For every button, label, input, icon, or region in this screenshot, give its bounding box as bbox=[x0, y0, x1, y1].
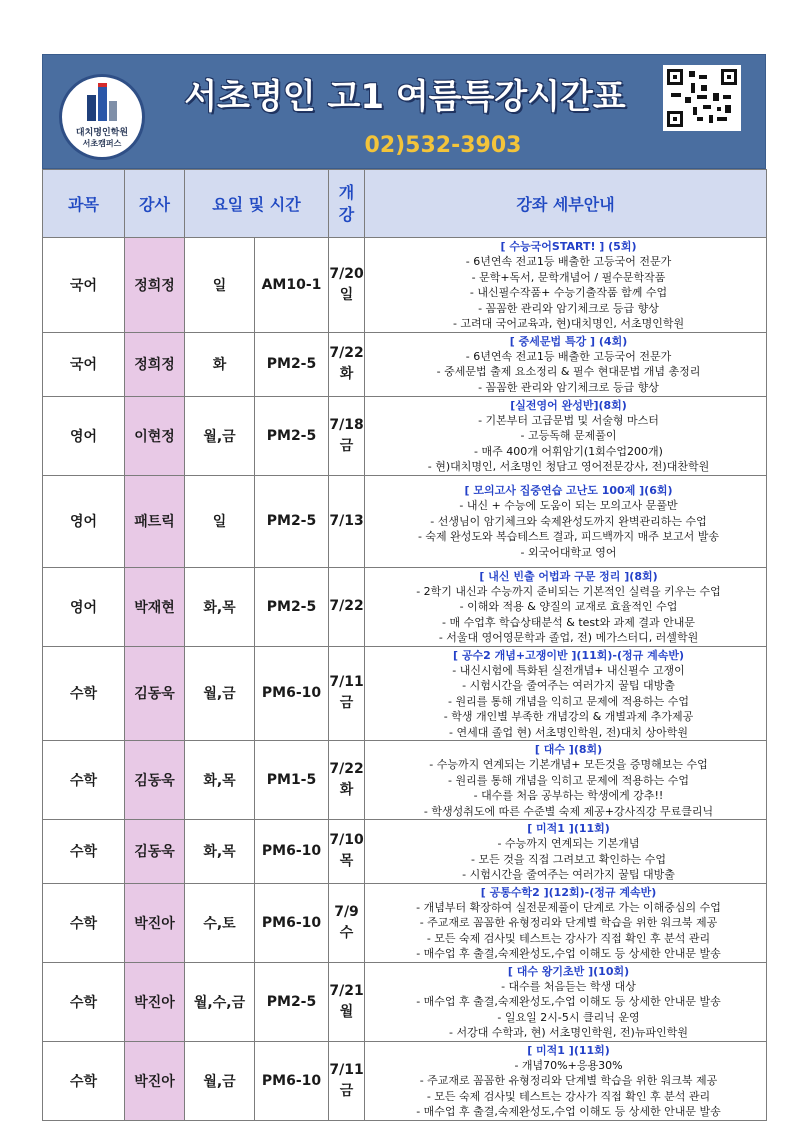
cell-teacher: 김동욱 bbox=[125, 820, 185, 884]
table-row bbox=[43, 238, 767, 333]
course-detail-line: - 꼼꼼한 관리와 암기체크로 등급 향상 bbox=[478, 301, 659, 315]
course-detail-line: - 숙제 완성도와 복습테스트 결과, 피드백까지 매주 보고서 발송 bbox=[417, 530, 720, 543]
start-date-part: 금 bbox=[339, 437, 354, 454]
cell-teacher: 이현정 bbox=[125, 396, 185, 475]
course-detail-line: - 일요일 2시-5시 클리닉 운영 bbox=[497, 1010, 640, 1024]
course-detail-line: - 모든 것을 직접 그려보고 확인하는 수업 bbox=[471, 852, 666, 866]
table-row bbox=[43, 1041, 767, 1120]
logo-text-line1: 대치명인학원 bbox=[75, 128, 129, 138]
start-date-part: 7/22 bbox=[329, 345, 364, 361]
cell-time: PM2-5 bbox=[255, 475, 329, 567]
course-detail-line: - 수능까지 연계되는 기본개념 bbox=[497, 837, 640, 850]
course-detail-line: - 매수업 후 출결,숙제완성도,수업 이해도 등 상세한 안내문 발송 bbox=[416, 947, 721, 960]
cell-time: PM2-5 bbox=[255, 332, 329, 396]
cell-time: PM6-10 bbox=[255, 820, 329, 884]
course-detail-line: - 모든 숙제 검사및 테스트는 강사가 직접 확인 후 분석 관리 bbox=[426, 1089, 711, 1103]
course-timetable bbox=[42, 169, 767, 1121]
course-detail-line: - 매수업 후 출결,숙제완성도,수업 이해도 등 상세한 안내문 발송 bbox=[416, 995, 721, 1008]
cell-days: 월,수,금 bbox=[185, 962, 255, 1041]
cell-subject: 수학 bbox=[43, 741, 125, 820]
course-title: [ 공통수학2 ](12회)-(정규 계속반) bbox=[480, 885, 657, 899]
cell-subject: 수학 bbox=[43, 1041, 125, 1120]
cell-teacher: 김동욱 bbox=[125, 741, 185, 820]
cell-course-details bbox=[365, 883, 767, 962]
cell-course-details bbox=[365, 475, 767, 567]
course-detail-line: - 현)대치명인, 서초명인 청담고 영어전문강사, 전)대찬학원 bbox=[427, 460, 710, 473]
cell-teacher: 정희정 bbox=[125, 238, 185, 333]
course-detail-line: - 2학기 내신과 수능까지 준비되는 기본적인 실력을 키우는 수업 bbox=[416, 584, 721, 598]
course-detail-line: - 개념70%+응용30% bbox=[514, 1058, 623, 1072]
course-detail-line: - 대수를 처음 공부하는 학생에게 강추!! bbox=[473, 789, 664, 802]
cell-course-details bbox=[365, 741, 767, 820]
course-detail-line: - 내신필수작품+ 수능기출작품 함께 수업 bbox=[469, 286, 668, 299]
course-detail-line: - 매수업 후 출결,숙제완성도,수업 이해도 등 상세한 안내문 발송 bbox=[416, 1105, 721, 1118]
cell-course-details bbox=[365, 238, 767, 333]
start-date-part: 수 bbox=[339, 924, 354, 941]
course-title: [ 모의고사 집중연습 고난도 100제 ](6회) bbox=[464, 484, 673, 497]
cell-start-date bbox=[329, 332, 365, 396]
start-date-part: 일 bbox=[339, 286, 354, 303]
cell-teacher: 김동욱 bbox=[125, 646, 185, 741]
cell-time: PM6-10 bbox=[255, 646, 329, 741]
qr-code-icon[interactable] bbox=[663, 65, 741, 131]
cell-course-details bbox=[365, 567, 767, 646]
table-row bbox=[43, 883, 767, 962]
cell-start-date bbox=[329, 238, 365, 333]
course-title: [ 내신 빈출 어법과 구문 정리 ](8회) bbox=[479, 569, 658, 583]
course-detail-line: - 매주 400개 어휘암기(1회수업200개) bbox=[474, 444, 663, 458]
start-date-part: 금 bbox=[339, 1082, 354, 1099]
course-detail-line: - 대수를 처음듣는 학생 대상 bbox=[501, 979, 636, 993]
course-title: [ 공수2 개념+고쟁이반 ](11회)-(정규 계속반) bbox=[453, 648, 685, 662]
cell-time: PM6-10 bbox=[255, 883, 329, 962]
cell-days: 수,토 bbox=[185, 883, 255, 962]
page-title: 서초명인 고1 여름특강시간표 bbox=[184, 77, 626, 117]
column-header-schedule: 요일 및 시간 bbox=[185, 170, 329, 238]
cell-start-date bbox=[329, 396, 365, 475]
cell-days: 월,금 bbox=[185, 646, 255, 741]
cell-course-details bbox=[365, 332, 767, 396]
cell-subject: 수학 bbox=[43, 883, 125, 962]
column-header-start: 개강 bbox=[329, 170, 365, 238]
start-date-part: 7/9 bbox=[334, 903, 359, 920]
course-detail-line: - 모든 숙제 검사및 테스트는 강사가 직접 확인 후 분석 관리 bbox=[426, 931, 711, 945]
start-date-part: 7/18 bbox=[329, 416, 364, 433]
cell-start-date bbox=[329, 962, 365, 1041]
cell-start-date bbox=[329, 475, 365, 567]
table-header-row bbox=[43, 170, 767, 238]
course-detail-line: - 선생님이 암기체크와 숙제완성도까지 완벽관리하는 수업 bbox=[430, 514, 707, 528]
cell-subject: 국어 bbox=[43, 238, 125, 333]
course-title: [ 미적1 ](11회) bbox=[527, 822, 610, 835]
course-detail-line: - 꼼꼼한 관리와 암기체크로 등급 향상 bbox=[478, 380, 659, 394]
column-header-details: 강좌 세부안내 bbox=[365, 170, 767, 238]
course-detail-line: - 개념부터 확장하여 실전문제풀이 단계로 가는 이해중심의 수업 bbox=[416, 900, 721, 914]
course-detail-line: - 주교재로 꼼꼼한 유형정리와 단계별 학습을 위한 워크북 제공 bbox=[419, 916, 718, 929]
course-detail-line: - 6년연속 전교1등 배출한 고등국어 전문가 bbox=[465, 255, 672, 268]
logo-mark-icon bbox=[87, 87, 117, 121]
course-detail-line: - 외국어대학교 영어 bbox=[520, 545, 617, 559]
cell-course-details bbox=[365, 646, 767, 741]
cell-time: PM2-5 bbox=[255, 567, 329, 646]
cell-subject: 수학 bbox=[43, 646, 125, 741]
course-detail-line: - 6년연속 전교1등 배출한 고등국어 전문가 bbox=[465, 349, 672, 363]
start-date-part: 7/11 bbox=[329, 674, 364, 691]
header-banner bbox=[42, 54, 766, 169]
course-title: [실전영어 완성반](8회) bbox=[510, 398, 627, 412]
course-detail-line: - 연세대 졸업 현) 서초명인학원, 전)대치 상아학원 bbox=[449, 725, 688, 739]
cell-time: PM2-5 bbox=[255, 396, 329, 475]
table-row bbox=[43, 567, 767, 646]
cell-start-date bbox=[329, 1041, 365, 1120]
course-detail-line: - 원리를 통해 개념을 익히고 문제에 적용하는 수업 bbox=[448, 694, 689, 708]
cell-subject: 영어 bbox=[43, 396, 125, 475]
start-date-part: 7/22 bbox=[329, 761, 364, 777]
cell-time: PM1-5 bbox=[255, 741, 329, 820]
cell-start-date bbox=[329, 741, 365, 820]
course-detail-line: - 학생 개인별 부족한 개념강의 & 개별과제 추가제공 bbox=[443, 710, 694, 723]
start-date-part: 금 bbox=[339, 695, 354, 712]
cell-subject: 영어 bbox=[43, 475, 125, 567]
cell-time: PM2-5 bbox=[255, 962, 329, 1041]
start-date-part: 화 bbox=[339, 782, 354, 798]
cell-course-details bbox=[365, 396, 767, 475]
cell-start-date bbox=[329, 820, 365, 884]
course-title: [ 대수 ](8회) bbox=[534, 743, 603, 756]
table-row bbox=[43, 396, 767, 475]
course-detail-line: - 학생성취도에 따른 수준별 숙제 제공+강사직강 무료클리닉 bbox=[423, 804, 714, 818]
start-date-part: 7/11 bbox=[329, 1061, 364, 1078]
logo-text-line2: 서초캠퍼스 bbox=[82, 139, 122, 148]
cell-start-date bbox=[329, 883, 365, 962]
cell-days: 화 bbox=[185, 332, 255, 396]
start-date-part: 7/10 bbox=[329, 832, 364, 849]
cell-days: 화,목 bbox=[185, 741, 255, 820]
course-detail-line: - 매 수업후 학습상태분석 & test와 과제 결과 안내문 bbox=[442, 615, 695, 629]
table-row bbox=[43, 646, 767, 741]
course-detail-line: - 서울대 영어영문학과 졸업, 전) 메가스터디, 러셀학원 bbox=[438, 631, 699, 644]
start-date-part: 7/22 bbox=[329, 598, 364, 614]
table-row bbox=[43, 962, 767, 1041]
course-detail-line: - 원리를 통해 개념을 익히고 문제에 적용하는 수업 bbox=[448, 773, 689, 787]
cell-time: PM6-10 bbox=[255, 1041, 329, 1120]
cell-subject: 수학 bbox=[43, 962, 125, 1041]
column-header-subject: 과목 bbox=[43, 170, 125, 238]
course-detail-line: - 중세문법 출제 요소정리 & 필수 현대문법 개념 총정리 bbox=[436, 365, 701, 379]
cell-teacher: 박진아 bbox=[125, 962, 185, 1041]
cell-days: 월,금 bbox=[185, 1041, 255, 1120]
phone-number: 02)532-3903 bbox=[364, 133, 522, 158]
cell-days: 화,목 bbox=[185, 820, 255, 884]
table-row bbox=[43, 741, 767, 820]
start-date-part: 7/13 bbox=[329, 512, 364, 529]
course-detail-line: - 고려대 국어교육과, 현)대치명인, 서초명인학원 bbox=[452, 317, 685, 330]
course-title: [ 미적1 ](11회) bbox=[527, 1043, 610, 1057]
cell-time: AM10-1 bbox=[255, 238, 329, 333]
course-title: [ 대수 왕기초반 ](10회) bbox=[507, 964, 630, 978]
course-detail-line: - 서강대 수학과, 현) 서초명인학원, 전)뉴파인학원 bbox=[449, 1026, 688, 1039]
start-date-part: 월 bbox=[339, 1003, 354, 1020]
cell-teacher: 박진아 bbox=[125, 883, 185, 962]
cell-days: 일 bbox=[185, 475, 255, 567]
cell-teacher: 박재현 bbox=[125, 567, 185, 646]
start-date-part: 7/20 bbox=[329, 265, 364, 282]
start-date-part: 목 bbox=[339, 853, 354, 870]
course-detail-line: - 시험시간을 줄여주는 여러가지 꿀팁 대방출 bbox=[462, 868, 675, 881]
cell-course-details bbox=[365, 962, 767, 1041]
academy-logo bbox=[59, 74, 145, 160]
cell-subject: 국어 bbox=[43, 332, 125, 396]
cell-start-date bbox=[329, 646, 365, 741]
table-row bbox=[43, 332, 767, 396]
course-detail-line: - 고등독해 문제풀이 bbox=[520, 429, 617, 442]
course-detail-line: - 문학+독서, 문학개념어 / 필수문학작품 bbox=[471, 270, 666, 284]
cell-teacher: 박진아 bbox=[125, 1041, 185, 1120]
cell-days: 월,금 bbox=[185, 396, 255, 475]
course-detail-line: - 이해와 적용 & 양질의 교재로 효율적인 수업 bbox=[459, 600, 678, 613]
cell-course-details bbox=[365, 820, 767, 884]
cell-teacher: 패트릭 bbox=[125, 475, 185, 567]
cell-days: 일 bbox=[185, 238, 255, 333]
course-detail-line: - 수능까지 연계되는 기본개념+ 모든것을 증명해보는 수업 bbox=[429, 758, 708, 771]
course-title: [ 중세문법 특강 ] (4회) bbox=[509, 334, 628, 348]
cell-teacher: 정희정 bbox=[125, 332, 185, 396]
course-detail-line: - 내신 + 수능에 도움이 되는 모의고사 문풀반 bbox=[459, 499, 678, 512]
start-date-part: 화 bbox=[339, 366, 354, 382]
cell-start-date bbox=[329, 567, 365, 646]
cell-subject: 수학 bbox=[43, 820, 125, 884]
course-detail-line: - 내신시험에 특화된 실전개념+ 내신필수 고쟁이 bbox=[452, 663, 685, 677]
course-detail-line: - 시험시간을 줄여주는 여러가지 꿀팁 대방출 bbox=[462, 679, 675, 692]
cell-course-details bbox=[365, 1041, 767, 1120]
table-row bbox=[43, 820, 767, 884]
course-detail-line: - 주교재로 꼼꼼한 유형정리와 단계별 학습을 위한 워크북 제공 bbox=[419, 1074, 718, 1087]
course-title: [ 수능국어START! ] (5회) bbox=[500, 240, 637, 253]
cell-subject: 영어 bbox=[43, 567, 125, 646]
table-row bbox=[43, 475, 767, 567]
start-date-part: 7/21 bbox=[329, 982, 364, 999]
column-header-teacher: 강사 bbox=[125, 170, 185, 238]
course-detail-line: - 기본부터 고급문법 및 서술형 마스터 bbox=[478, 413, 659, 427]
cell-days: 화,목 bbox=[185, 567, 255, 646]
